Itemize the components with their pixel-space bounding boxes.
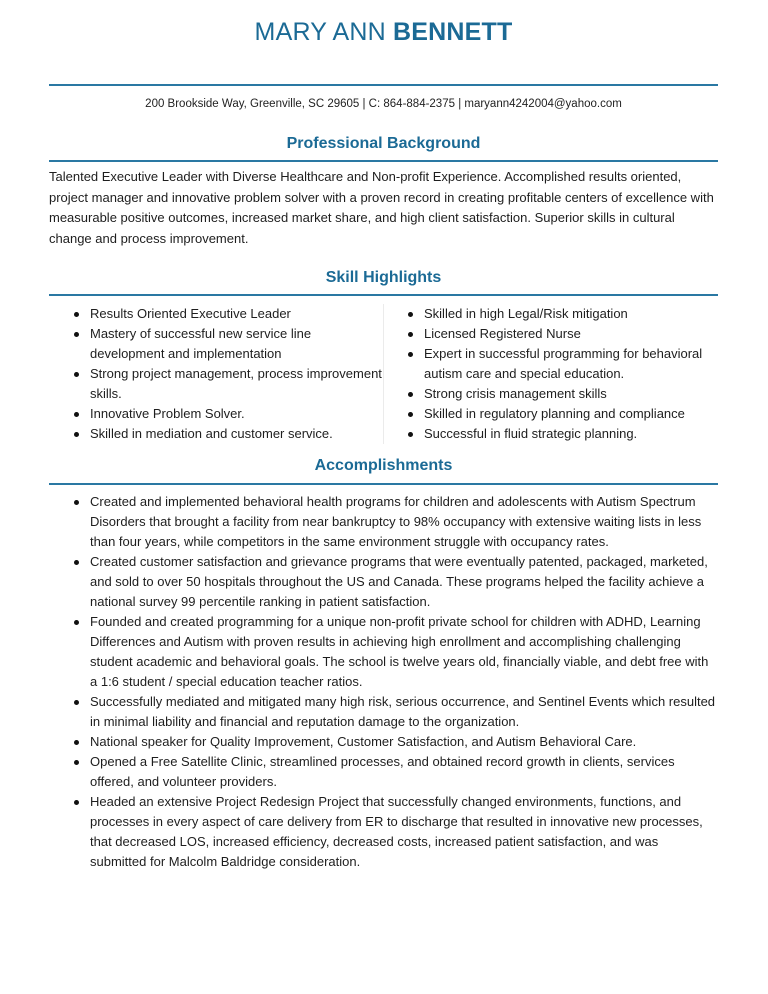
section-rule — [49, 483, 718, 485]
last-name: BENNETT — [392, 18, 513, 46]
first-names: MARY ANN — [254, 18, 386, 46]
list-item: Created customer satisfaction and grievance programs that were eventually patented, packaged, marketed, and sold to over 50 hospitals throughout the US and Canada. These programs helped the facility achieve a national survey 99 percentile ranking in patient satisfaction. — [49, 552, 718, 612]
list-item: Strong project management, process improvement skills. — [49, 364, 383, 404]
section-title-accomplishments: Accomplishments — [314, 457, 453, 474]
bullet-icon — [74, 760, 79, 765]
bullet-icon — [408, 352, 413, 357]
section-rule — [49, 160, 718, 162]
list-item: National speaker for Quality Improvement, Customer Satisfaction, and Autism Behavioral Care. — [49, 732, 718, 752]
accomplishments-list — [49, 492, 718, 872]
bullet-icon — [408, 332, 413, 337]
bullet-icon — [74, 700, 79, 705]
bullet-icon — [408, 392, 413, 397]
list-item: Results Oriented Executive Leader — [49, 304, 383, 324]
list-item: Founded and created programming for a unique non-profit private school for children with ADHD, Learning Differences and Autism with proven results in achieving high enrollment and accomplishing challenging student academic and behavioral goals. The school is twelve years old, financially viable, and debt free with a 1:6 student / special education teacher ratios. — [49, 612, 718, 692]
section-title-skill-highlights: Skill Highlights — [325, 269, 442, 286]
bullet-icon — [74, 620, 79, 625]
list-item: Headed an extensive Project Redesign Project that successfully changed environments, functions, and processes in every aspect of care delivery from ER to discharge that resulted in innovative new processes, that decreased LOS, increased efficiency, decreased costs, increased patient satisfaction, and was submitted for Malcolm Baldridge consideration. — [49, 792, 718, 872]
bullet-icon — [74, 372, 79, 377]
bullet-icon — [74, 432, 79, 437]
skill-highlights-grid — [49, 304, 718, 444]
list-item: Skilled in regulatory planning and compliance — [383, 404, 717, 424]
bullet-icon — [74, 412, 79, 417]
list-item: Created and implemented behavioral health programs for children and adolescents with Autism Spectrum Disorders that brought a facility from near bankruptcy to 98% occupancy with extensive waiting lists in less than four years, while competitors in the same environment struggle with occupancy rates. — [49, 492, 718, 552]
skills-right-column — [383, 304, 717, 444]
header-rule — [49, 84, 718, 86]
bullet-icon — [408, 412, 413, 417]
list-item: Expert in successful programming for behavioral autism care and special education. — [383, 344, 717, 384]
bullet-icon — [74, 332, 79, 337]
candidate-name — [49, 15, 718, 49]
bullet-icon — [74, 740, 79, 745]
list-item: Mastery of successful new service line development and implementation — [49, 324, 383, 364]
bullet-icon — [74, 560, 79, 565]
list-item: Successfully mediated and mitigated many high risk, serious occurrence, and Sentinel Events which resulted in minimal liability and financial and reputation damage to the organization. — [49, 692, 718, 732]
section-title-professional-background: Professional Background — [286, 135, 481, 152]
list-item: Opened a Free Satellite Clinic, streamlined processes, and obtained record growth in clients, services offered, and volunteer providers. — [49, 752, 718, 792]
contact-line: 200 Brookside Way, Greenville, SC 29605 | C: 864-884-2375 | maryann4242004@yahoo.com — [145, 98, 622, 110]
list-item: Successful in fluid strategic planning. — [383, 424, 717, 444]
list-item: Licensed Registered Nurse — [383, 324, 717, 344]
bullet-icon — [408, 312, 413, 317]
skills-left-column — [49, 304, 383, 444]
bullet-icon — [74, 312, 79, 317]
list-item: Strong crisis management skills — [383, 384, 717, 404]
bullet-icon — [408, 432, 413, 437]
bullet-icon — [74, 800, 79, 805]
resume-page — [49, 0, 718, 872]
list-item: Skilled in high Legal/Risk mitigation — [383, 304, 717, 324]
bullet-icon — [74, 500, 79, 505]
professional-background-text: Talented Executive Leader with Diverse Healthcare and Non-profit Experience. Accomplished results oriented, project manager and innovative problem solver with a proven record in creating profitable centers of excellence with measurable positive outcomes, increased market share, and high client satisfaction. Superior skills in cultural change and process improvement. — [49, 169, 714, 246]
list-item: Skilled in mediation and customer service. — [49, 424, 383, 444]
section-rule — [49, 294, 718, 296]
list-item: Innovative Problem Solver. — [49, 404, 383, 424]
